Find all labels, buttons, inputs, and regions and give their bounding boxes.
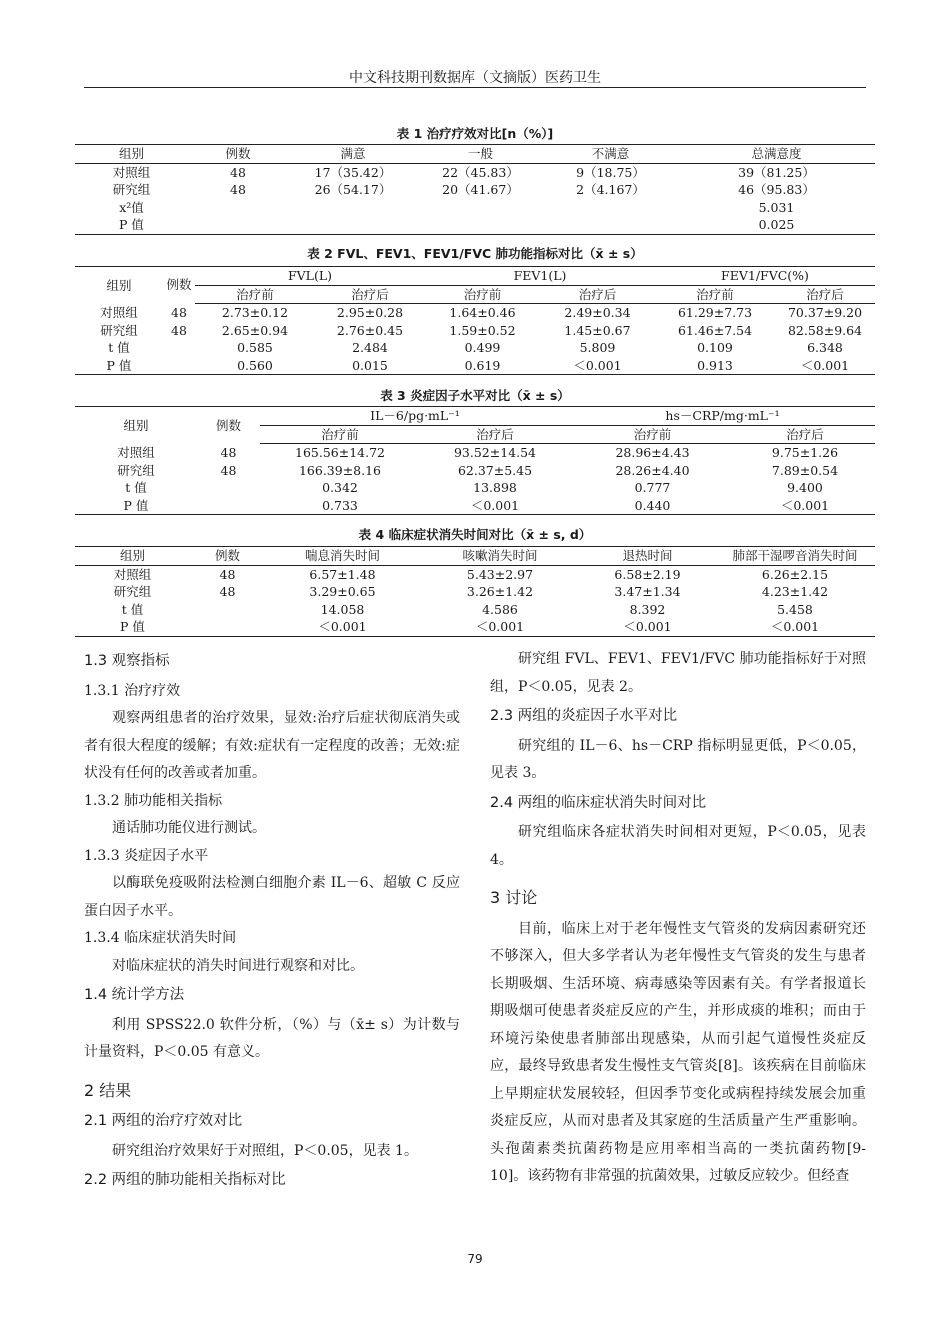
- table2-header-cell: 治疗前: [425, 285, 540, 304]
- table-cell: 20（41.67）: [442, 182, 519, 197]
- table-cell: 3.47±1.34: [614, 584, 681, 599]
- table-cell: 5.458: [777, 601, 813, 617]
- table-cell: 对照组: [112, 164, 151, 180]
- paragraph: 目前，临床上对于老年慢性支气管炎的发病因素研究还不够深入，但大多学者认为老年慢性支气管炎的发生与患者长期吸烟、生活环境、病毒感染等因素有关。有学者报道长期吸烟可使患者炎症反应的产生，并形成痰的堆积；而由于环境污染使患者肺部出现感染，从而引起气道慢性炎症反应，最终导致患者发生慢性支气管炎[8]。该疾病在目前临床上早期症状发展较轻，但因季节变化或病程持续发展会加重炎症反应，从而对患者及其家庭的生活质量产生严重影响。头孢菌素类抗菌药物是应用率相当高的一类抗菌药物[9-10]。该药物有非常强的抗菌效果，过敏反应较少。但经查: [490, 920, 866, 1184]
- table-cell: 3.29±0.65: [309, 584, 376, 599]
- table-cell: 165.56±14.72: [295, 445, 385, 460]
- table4: [75, 546, 875, 637]
- table-row: [75, 565, 875, 583]
- table-row: [75, 583, 875, 601]
- table-cell: 26（54.17）: [314, 182, 392, 197]
- table-cell: ＜0.001: [715, 618, 875, 636]
- table-cell: [163, 357, 195, 375]
- table-cell: ＜0.001: [775, 357, 875, 375]
- table-cell: 2（4.167）: [576, 182, 645, 197]
- table-cell: 6.57±1.48: [309, 566, 376, 582]
- table-cell: 对照组: [117, 444, 155, 460]
- table-cell: 166.39±8.16: [298, 462, 382, 478]
- table-cell: 研究组: [117, 462, 155, 478]
- table2-group-fvl: FVL(L): [195, 267, 425, 286]
- table-cell: [543, 216, 678, 234]
- section-heading: 1.3.4 临床症状消失时间: [84, 930, 237, 946]
- table-cell: 62.37±5.45: [457, 462, 533, 478]
- table-cell: 70.37±9.20: [787, 305, 863, 320]
- table-cell: 8.392: [629, 601, 666, 617]
- table-cell: 17（35.42）: [314, 164, 392, 180]
- table-cell: [163, 339, 195, 357]
- table2-group-fev1: FEV1(L): [425, 267, 655, 286]
- table2-header-cell: 治疗前: [195, 285, 315, 304]
- table4-header-cell: 咳嗽消失时间: [420, 547, 580, 566]
- section-heading: 2.3 两组的炎症因子水平对比: [490, 708, 678, 724]
- section-heading: 1.3 观察指标: [84, 653, 170, 669]
- table-cell: 46（95.83）: [738, 182, 815, 197]
- table-cell: 48: [219, 584, 236, 599]
- table-cell: 研究组: [112, 182, 151, 197]
- table1-header-cell: 不满意: [543, 145, 678, 164]
- table-cell: 0.913: [655, 357, 775, 375]
- table-cell: 82.58±9.64: [787, 322, 863, 338]
- table-row: [75, 357, 875, 375]
- table-cell: 0.109: [697, 340, 733, 355]
- table-cell: 对照组: [113, 566, 152, 582]
- table-cell: 14.058: [320, 601, 365, 617]
- section-heading: 1.3.1 治疗疗效: [84, 682, 181, 699]
- table2-group-header: 组别: [75, 267, 163, 304]
- table-cell: 1.64±0.46: [449, 305, 516, 320]
- table3-header-cell: 治疗后: [420, 425, 570, 444]
- header-rule: [84, 87, 866, 88]
- table-cell: [197, 497, 260, 515]
- table-cell: 2.76±0.45: [336, 322, 404, 338]
- table-cell: ＜0.001: [580, 618, 715, 636]
- table-cell: t 值: [108, 340, 130, 355]
- section-heading: 1.4 统计学方法: [84, 987, 185, 1003]
- table-cell: 5.43±2.97: [466, 566, 534, 582]
- table-row: [75, 497, 875, 515]
- table3: [75, 406, 875, 515]
- table-cell: [188, 216, 288, 234]
- table-cell: [288, 199, 418, 217]
- section-heading: 2.1 两组的治疗疗效对比: [84, 1113, 243, 1129]
- table-cell: 28.96±4.43: [615, 445, 690, 460]
- table-cell: 39（81.25）: [738, 164, 815, 180]
- left-column: [84, 646, 460, 1197]
- table-row: [75, 199, 875, 217]
- paragraph: 研究组 FVL、FEV1、FEV1/FVC 肺功能指标好于对照组，P＜0.05，见表 2。: [490, 651, 866, 695]
- paragraph: 对临床症状的消失时间进行观察和对比。: [112, 957, 364, 974]
- table-row: [75, 216, 875, 234]
- table3-header-cell: 治疗前: [570, 425, 735, 444]
- table-cell: [418, 216, 543, 234]
- table-cell: 61.29±7.73: [677, 305, 753, 320]
- table-cell: ＜0.001: [265, 618, 420, 636]
- table1-header-cell: 一般: [418, 145, 543, 164]
- table-cell: 5.809: [579, 340, 616, 355]
- table1-header-cell: 总满意度: [678, 145, 875, 164]
- table3-caption: 表 3 炎症因子水平对比（x̄ ± s）: [380, 388, 570, 403]
- paragraph: 研究组治疗效果好于对照组，P＜0.05，见表 1。: [112, 1142, 418, 1159]
- table2: [75, 266, 875, 375]
- table4-header-cell: 组别: [75, 547, 190, 566]
- table-row: [75, 444, 875, 462]
- table-cell: 48: [230, 182, 246, 197]
- section-heading: 2.2 两组的肺功能相关指标对比: [84, 1172, 286, 1188]
- table-cell: x²值: [119, 199, 144, 215]
- table-row: [75, 601, 875, 619]
- table-cell: 48: [230, 164, 246, 180]
- table-row: [75, 618, 875, 636]
- table2-header-cell: 治疗后: [315, 285, 425, 304]
- table-cell: 48: [171, 322, 187, 338]
- table-cell: 6.26±2.15: [761, 566, 829, 582]
- table-cell: 1.45±0.67: [564, 322, 631, 338]
- table-cell: 5.031: [758, 199, 795, 215]
- table-cell: 2.73±0.12: [221, 305, 289, 320]
- table-cell: t 值: [125, 480, 147, 495]
- table-row: [75, 322, 875, 340]
- table-cell: t 值: [121, 601, 144, 617]
- paragraph: 研究组的 IL－6、hs－CRP 指标明显更低，P＜0.05，见表 3。: [490, 737, 866, 781]
- table3-header-cell: 治疗前: [260, 425, 420, 444]
- table-cell: 对照组: [100, 304, 138, 320]
- table-cell: [197, 479, 260, 497]
- table-cell: 22（45.83）: [442, 164, 519, 180]
- table-cell: ＜0.001: [540, 357, 655, 375]
- table-cell: ＜0.001: [420, 618, 580, 636]
- table-cell: 2.484: [352, 340, 388, 355]
- table4-header-cell: 例数: [190, 547, 265, 566]
- table3-group-crp: hs－CRP/mg·mL⁻¹: [570, 407, 875, 426]
- section-heading: 2.4 两组的临床症状消失时间对比: [490, 794, 707, 811]
- running-head: 中文科技期刊数据库（文摘版）医药卫生: [349, 70, 601, 86]
- table-cell: P 值: [75, 618, 190, 636]
- table-row: [75, 479, 875, 497]
- table4-caption: 表 4 临床症状消失时间对比（x̄ ± s, d）: [358, 527, 592, 542]
- paragraph: 研究组临床各症状消失时间相对更短，P＜0.05，见表 4。: [490, 824, 866, 868]
- paragraph: 通话肺功能仪进行测试。: [112, 820, 266, 836]
- table-cell: 研究组: [113, 584, 152, 599]
- table-row: [75, 462, 875, 480]
- table-cell: [190, 618, 265, 636]
- right-column: [490, 646, 866, 1191]
- table-cell: 48: [220, 444, 237, 460]
- table-row: [75, 339, 875, 357]
- table3-header-cell: 治疗后: [735, 425, 875, 444]
- table-cell: ＜0.001: [420, 497, 570, 515]
- table-cell: P 值: [75, 216, 188, 234]
- table-row: [75, 304, 875, 322]
- section-heading: 1.3.2 肺功能相关指标: [84, 792, 223, 809]
- table-cell: 0.499: [464, 340, 501, 355]
- table-cell: 0.560: [195, 357, 315, 375]
- table-cell: 7.89±0.54: [771, 462, 839, 478]
- table2-n-header: 例数: [163, 267, 195, 304]
- table-cell: 48: [171, 304, 187, 320]
- paragraph: 利用 SPSS22.0 软件分析，（%）与（x̄± s）为计数与计量资料，P＜0.05 有意义。: [84, 1016, 460, 1060]
- table3-n-header: 例数: [197, 407, 260, 444]
- table-cell: 28.26±4.40: [615, 462, 690, 478]
- table2-header-cell: 治疗后: [775, 285, 875, 304]
- section-heading: 3 讨论: [490, 888, 538, 907]
- paragraph: 观察两组患者的治疗效果，显效:治疗后症状彻底消失或者有很大程度的缓解；有效:症状有一定程度的改善；无效:症状没有任何的改善或者加重。: [84, 710, 460, 781]
- table2-caption: 表 2 FVL、FEV1、FEV1/FVC 肺功能指标对比（x̄ ± s）: [307, 246, 643, 261]
- table-cell: 3.26±1.42: [466, 584, 534, 599]
- table-cell: 61.46±7.54: [677, 322, 753, 338]
- table4-header-cell: 喘息消失时间: [265, 547, 420, 566]
- table-cell: 48: [219, 566, 236, 582]
- table-cell: [188, 199, 288, 217]
- table-cell: ＜0.001: [735, 497, 875, 515]
- section-heading: 2 结果: [84, 1080, 132, 1100]
- table3-group-il6: IL－6/pg·mL⁻¹: [260, 407, 570, 426]
- section-heading: 1.3.3 炎症因子水平: [84, 847, 209, 864]
- paragraph: 以酶联免疫吸附法检测白细胞介素 IL－6、超敏 C 反应蛋白因子水平。: [84, 875, 460, 919]
- table4-header-cell: 肺部干湿啰音消失时间: [715, 547, 875, 566]
- table-cell: 6.58±2.19: [614, 566, 681, 582]
- table-cell: 4.23±1.42: [761, 584, 829, 599]
- table-cell: 0.015: [315, 357, 425, 375]
- table-cell: 13.898: [473, 480, 517, 495]
- table-cell: [190, 601, 265, 619]
- table2-header-cell: 治疗前: [655, 285, 775, 304]
- table-cell: 4.586: [482, 601, 518, 617]
- table-cell: 9.75±1.26: [771, 445, 839, 460]
- table-cell: [288, 216, 418, 234]
- table1-header-cell: 组别: [75, 145, 188, 164]
- table3-group-header: 组别: [75, 407, 197, 444]
- table-cell: 2.65±0.94: [221, 322, 289, 338]
- table4-header-cell: 退热时间: [580, 547, 715, 566]
- table-cell: 2.95±0.28: [336, 305, 404, 320]
- table-cell: [543, 199, 678, 217]
- table-cell: 研究组: [100, 322, 138, 338]
- table-cell: 0.733: [260, 497, 420, 515]
- table-cell: 1.59±0.52: [449, 322, 516, 338]
- table-cell: 0.440: [570, 497, 735, 515]
- table-cell: 2.49±0.34: [564, 305, 631, 320]
- page-number: 79: [467, 1252, 483, 1266]
- table-cell: 6.348: [807, 340, 843, 355]
- table-cell: [418, 199, 543, 217]
- table-cell: 0.619: [425, 357, 540, 375]
- table-cell: P 值: [75, 357, 163, 375]
- table-cell: 9（18.75）: [576, 164, 645, 180]
- table-row: [75, 181, 875, 199]
- table2-header-cell: 治疗后: [540, 285, 655, 304]
- table1: [75, 144, 875, 235]
- table1-header-cell: 例数: [188, 145, 288, 164]
- table2-group-ratio: FEV1/FVC(%): [655, 267, 875, 286]
- table-cell: 48: [220, 462, 237, 478]
- table-row: [75, 163, 875, 181]
- table-cell: 0.585: [237, 340, 273, 355]
- table-cell: 93.52±14.54: [453, 445, 537, 460]
- table1-header-cell: 满意: [288, 145, 418, 164]
- table-cell: 0.342: [322, 480, 358, 495]
- table1-caption: 表 1 治疗疗效对比[n（%）]: [396, 126, 554, 141]
- table-cell: P 值: [75, 497, 197, 515]
- table-cell: 0.025: [678, 216, 875, 234]
- table-cell: 9.400: [787, 480, 823, 495]
- table-cell: 0.777: [634, 480, 671, 495]
